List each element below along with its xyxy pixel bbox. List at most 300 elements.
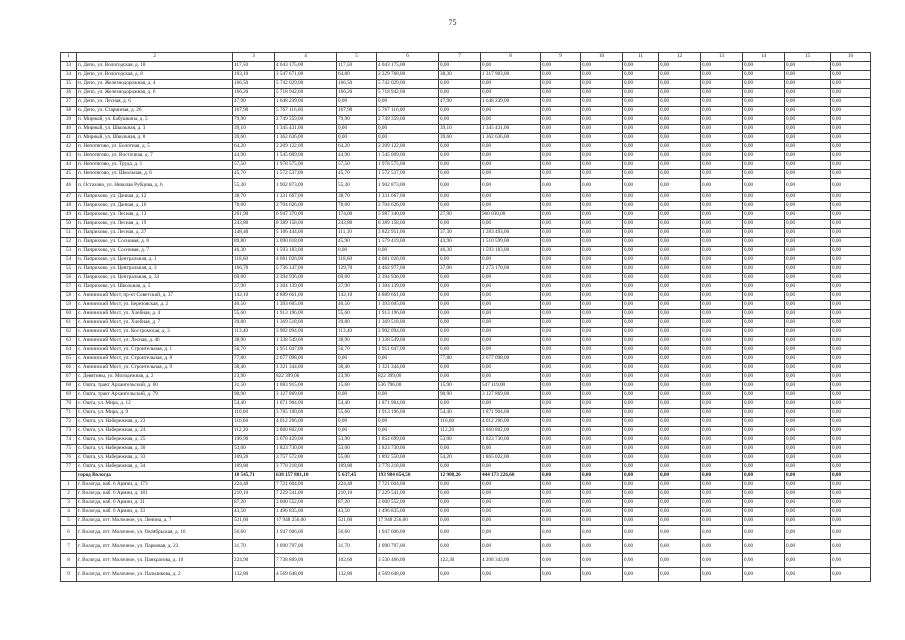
value-cell: 118,60 xyxy=(233,256,275,265)
value-cell: 0,00 xyxy=(659,152,701,161)
address-cell: п. Остахово, ул. Николая Рубцова, д. 6 xyxy=(77,179,233,193)
value-cell: 0,00 xyxy=(831,490,871,499)
address-cell: с. Аннинский Мост, пр-кт Советский, д. 37 xyxy=(77,292,233,301)
value-cell: 0,00 xyxy=(701,143,743,152)
row-number-cell: 9 xyxy=(61,568,77,582)
value-cell: 0,00 xyxy=(785,472,831,481)
total-row xyxy=(61,472,871,481)
value-cell: 0,00 xyxy=(481,80,541,89)
value-cell: 0,00 xyxy=(623,301,659,310)
value-cell: 0,00 xyxy=(701,125,743,134)
value-cell: 0,00 xyxy=(623,152,659,161)
value-cell: 0,00 xyxy=(659,179,701,193)
value-cell: 0,00 xyxy=(659,301,701,310)
value-cell: 0,00 xyxy=(701,170,743,179)
value-cell: 109,80 xyxy=(337,463,377,472)
value-cell: 0,00 xyxy=(581,427,623,436)
row-number-cell: 41 xyxy=(61,134,77,143)
value-cell: 0,00 xyxy=(541,71,581,80)
value-cell: 0,00 xyxy=(439,80,481,89)
address-cell: с. Аннинский Мост, ул. Хлебная, д. 7 xyxy=(77,319,233,328)
value-cell: 18 545,71 xyxy=(233,472,275,481)
row-number-cell: 64 xyxy=(61,346,77,355)
value-cell: 116,60 xyxy=(439,418,481,427)
value-cell: 0,00 xyxy=(439,283,481,292)
row-number-cell: 35 xyxy=(61,80,77,89)
value-cell: 0,00 xyxy=(785,409,831,418)
value-cell: 0,00 xyxy=(785,292,831,301)
value-cell: 0,00 xyxy=(831,170,871,179)
value-cell: 0,00 xyxy=(785,274,831,283)
value-cell: 0,00 xyxy=(659,229,701,238)
value-cell: 4 012 206,00 xyxy=(481,418,541,427)
value-cell: 0,00 xyxy=(743,373,785,382)
value-cell: 0,00 xyxy=(831,71,871,80)
table-row xyxy=(61,481,871,490)
value-cell: 0,00 xyxy=(439,373,481,382)
value-cell: 0,00 xyxy=(785,319,831,328)
table-row xyxy=(61,310,871,319)
table-row xyxy=(61,71,871,80)
value-cell: 0,00 xyxy=(743,436,785,445)
value-cell: 0,00 xyxy=(831,319,871,328)
value-cell: 0,00 xyxy=(439,310,481,319)
address-cell: с. Ошта, тракт Архангельский, д. 60 xyxy=(77,382,233,391)
value-cell: 89,80 xyxy=(233,238,275,247)
value-cell: 0,00 xyxy=(785,554,831,568)
row-number-cell: 5 xyxy=(61,517,77,526)
row-number-cell: 69 xyxy=(61,391,77,400)
value-cell: 0,00 xyxy=(481,283,541,292)
value-cell: 0,00 xyxy=(623,319,659,328)
value-cell: 54,40 xyxy=(337,400,377,409)
value-cell: 0,00 xyxy=(659,463,701,472)
value-cell: 0,00 xyxy=(541,454,581,463)
value-cell: 166,20 xyxy=(233,89,275,98)
value-cell: 0,00 xyxy=(581,238,623,247)
value-cell: 0,00 xyxy=(743,427,785,436)
page-number: 75 xyxy=(448,18,457,27)
row-number-cell: 56 xyxy=(61,274,77,283)
row-number-cell: 73 xyxy=(61,427,77,436)
value-cell: 1 273 170,00 xyxy=(481,265,541,274)
value-cell: 0,00 xyxy=(623,391,659,400)
value-cell: 0,00 xyxy=(481,499,541,508)
value-cell: 1 902 873,00 xyxy=(377,179,439,193)
address-cell: с. Аннинский Мост, ул. Строительная, д. 1 xyxy=(77,346,233,355)
table-row xyxy=(61,382,871,391)
row-number-cell: 38 xyxy=(61,107,77,116)
row-number-cell: 51 xyxy=(61,229,77,238)
value-cell: 0,00 xyxy=(659,445,701,454)
value-cell: 0,00 xyxy=(581,220,623,229)
value-cell: 3 902 094,00 xyxy=(377,328,439,337)
value-cell: 0,00 xyxy=(659,292,701,301)
value-cell: 1 338 549,00 xyxy=(377,337,439,346)
value-cell: 0,00 xyxy=(541,445,581,454)
value-cell: 5 637,45 xyxy=(337,472,377,481)
value-cell: 0,00 xyxy=(785,418,831,427)
value-cell: 0,00 xyxy=(541,161,581,170)
value-cell: 0,00 xyxy=(541,490,581,499)
value-cell: 0,00 xyxy=(785,229,831,238)
table-row xyxy=(61,526,871,540)
value-cell: 0,00 xyxy=(743,247,785,256)
value-cell: 8 389 158,00 xyxy=(275,220,337,229)
value-cell: 0,00 xyxy=(623,292,659,301)
value-cell: 40,50 xyxy=(337,301,377,310)
row-number-cell: 50 xyxy=(61,220,77,229)
table-row xyxy=(61,202,871,211)
value-cell: 3 547 671,00 xyxy=(275,71,337,80)
value-cell: 0,00 xyxy=(701,526,743,540)
value-cell: 0,00 xyxy=(743,283,785,292)
address-cell: с. Ошта, ул. Набережная, д. 34 xyxy=(77,463,233,472)
value-cell: 0,00 xyxy=(831,499,871,508)
value-cell: 1 317 903,00 xyxy=(481,71,541,80)
value-cell: 0,00 xyxy=(831,463,871,472)
value-cell: 0,00 xyxy=(541,89,581,98)
value-cell: 0,00 xyxy=(581,445,623,454)
value-cell: 0,00 xyxy=(831,220,871,229)
value-cell: 7 721 604,00 xyxy=(377,481,439,490)
value-cell: 0,00 xyxy=(541,98,581,107)
value-cell: 0,00 xyxy=(581,283,623,292)
value-cell: 0,00 xyxy=(623,373,659,382)
value-cell: 0,00 xyxy=(623,517,659,526)
value-cell: 39,60 xyxy=(439,134,481,143)
value-cell: 45,70 xyxy=(337,170,377,179)
value-cell: 0,00 xyxy=(581,229,623,238)
value-cell: 0,00 xyxy=(701,202,743,211)
value-cell: 4 043 175,00 xyxy=(377,62,439,71)
value-cell: 79,90 xyxy=(233,116,275,125)
value-cell: 111,10 xyxy=(337,229,377,238)
value-cell: 0,00 xyxy=(623,265,659,274)
table-row xyxy=(61,98,871,107)
value-cell: 0,00 xyxy=(541,152,581,161)
row-number-cell: 45 xyxy=(61,170,77,179)
value-cell: 0,00 xyxy=(701,292,743,301)
value-cell: 0,00 xyxy=(439,328,481,337)
row-number-cell: 46 xyxy=(61,179,77,193)
value-cell: 1 321 344,00 xyxy=(377,364,439,373)
value-cell: 0,00 xyxy=(743,418,785,427)
value-cell: 1 823 730,00 xyxy=(377,445,439,454)
value-cell: 1 572 537,00 xyxy=(275,170,337,179)
value-cell: 0,00 xyxy=(481,540,541,554)
value-cell: 0,00 xyxy=(785,202,831,211)
value-cell: 0,00 xyxy=(623,490,659,499)
value-cell: 0,00 xyxy=(541,80,581,89)
value-cell: 90,90 xyxy=(439,391,481,400)
value-cell: 0,00 xyxy=(581,247,623,256)
value-cell: 0,00 xyxy=(377,391,439,400)
value-cell: 0,00 xyxy=(623,134,659,143)
value-cell: 0,00 xyxy=(377,98,439,107)
value-cell: 0,00 xyxy=(743,568,785,582)
address-cell: с. Ошта, ул. Набережная, д. 25 xyxy=(77,436,233,445)
value-cell: 7 229 541,00 xyxy=(275,490,337,499)
value-cell: 0,00 xyxy=(831,310,871,319)
value-cell: 0,00 xyxy=(701,391,743,400)
value-cell: 55,60 xyxy=(233,310,275,319)
row-number-cell: 2 xyxy=(61,490,77,499)
value-cell: 37,90 xyxy=(233,283,275,292)
value-cell: 0,00 xyxy=(743,310,785,319)
value-cell: 0,00 xyxy=(743,107,785,116)
value-cell: 109,80 xyxy=(233,463,275,472)
value-cell: 39,10 xyxy=(233,125,275,134)
value-cell: 87,20 xyxy=(337,499,377,508)
value-cell: 0,00 xyxy=(581,134,623,143)
value-cell: 0,00 xyxy=(581,301,623,310)
value-cell: 0,00 xyxy=(581,481,623,490)
value-cell: 0,00 xyxy=(541,568,581,582)
value-cell: 43,90 xyxy=(439,238,481,247)
value-cell: 0,00 xyxy=(785,400,831,409)
value-cell: 0,00 xyxy=(659,220,701,229)
value-cell: 0,00 xyxy=(701,427,743,436)
value-cell: 1 892 550,00 xyxy=(377,454,439,463)
value-cell: 31,70 xyxy=(337,540,377,554)
value-cell: 0,00 xyxy=(439,481,481,490)
value-cell: 79,90 xyxy=(337,116,377,125)
value-cell: 0,00 xyxy=(743,125,785,134)
value-cell: 0,00 xyxy=(785,301,831,310)
address-cell: г. Вологда, пгт. Молочное, ул. Пальчикова, д. 2 xyxy=(77,568,233,582)
value-cell: 0,00 xyxy=(439,337,481,346)
value-cell: 0,00 xyxy=(623,526,659,540)
value-cell: 0,00 xyxy=(623,256,659,265)
value-cell: 224,90 xyxy=(233,554,275,568)
value-cell: 0,00 xyxy=(439,301,481,310)
value-cell: 2 704 626,00 xyxy=(377,202,439,211)
value-cell: 0,00 xyxy=(623,382,659,391)
value-cell: 3 860 802,00 xyxy=(275,427,337,436)
value-cell: 0,00 xyxy=(831,98,871,107)
address-cell: с. Ошта, ул. Набережная, д. 30 xyxy=(77,445,233,454)
value-cell: 0,00 xyxy=(785,211,831,220)
value-cell: 0,00 xyxy=(831,238,871,247)
value-cell: 0,00 xyxy=(831,554,871,568)
value-cell: 0,00 xyxy=(785,454,831,463)
value-cell: 0,00 xyxy=(581,211,623,220)
value-cell: 1 648 239,00 xyxy=(275,98,337,107)
value-cell: 7 738 809,00 xyxy=(275,554,337,568)
column-number: 12 xyxy=(659,53,701,62)
value-cell: 0,00 xyxy=(701,107,743,116)
value-cell: 0,00 xyxy=(581,80,623,89)
value-cell: 0,00 xyxy=(659,427,701,436)
address-cell: п. Мирный, ул. Школьная, д. 3 xyxy=(77,125,233,134)
value-cell: 0,00 xyxy=(439,508,481,517)
value-cell: 0,00 xyxy=(659,346,701,355)
value-cell: 55,60 xyxy=(337,409,377,418)
value-cell: 0,00 xyxy=(581,382,623,391)
value-cell: 2 209 122,00 xyxy=(377,143,439,152)
value-cell: 0,00 xyxy=(481,400,541,409)
value-cell: 0,00 xyxy=(701,337,743,346)
value-cell: 0,00 xyxy=(785,71,831,80)
value-cell: 116,60 xyxy=(233,418,275,427)
value-cell: 0,00 xyxy=(581,400,623,409)
table-row xyxy=(61,418,871,427)
value-cell: 0,00 xyxy=(701,540,743,554)
address-cell: г. Вологда, наб. 6 Армии, д. 181 xyxy=(77,490,233,499)
value-cell: 0,00 xyxy=(659,238,701,247)
value-cell: 0,00 xyxy=(701,490,743,499)
value-cell: 0,00 xyxy=(581,568,623,582)
row-number-cell xyxy=(61,472,77,481)
value-cell: 0,00 xyxy=(541,179,581,193)
value-cell: 53,00 xyxy=(439,436,481,445)
value-cell: 1 304 139,00 xyxy=(275,283,337,292)
value-cell: 3 678 429,00 xyxy=(275,436,337,445)
value-cell: 55,00 xyxy=(337,454,377,463)
value-cell: 0,00 xyxy=(701,310,743,319)
row-number-cell: 67 xyxy=(61,373,77,382)
value-cell: 0,00 xyxy=(623,540,659,554)
value-cell: 0,00 xyxy=(439,179,481,193)
value-cell: 0,00 xyxy=(831,445,871,454)
value-cell: 0,00 xyxy=(743,382,785,391)
value-cell: 0,00 xyxy=(541,346,581,355)
value-cell: 0,00 xyxy=(743,472,785,481)
value-cell: 0,00 xyxy=(831,256,871,265)
column-number: 15 xyxy=(785,53,831,62)
value-cell: 0,00 xyxy=(623,116,659,125)
value-cell: 0,00 xyxy=(785,152,831,161)
value-cell: 0,00 xyxy=(439,161,481,170)
column-number: 9 xyxy=(541,53,581,62)
value-cell: 0,00 xyxy=(743,490,785,499)
value-cell: 0,00 xyxy=(541,499,581,508)
value-cell: 0,00 xyxy=(581,418,623,427)
value-cell: 0,00 xyxy=(337,418,377,427)
value-cell: 0,00 xyxy=(701,346,743,355)
table-row xyxy=(61,211,871,220)
table-row xyxy=(61,301,871,310)
value-cell: 77,80 xyxy=(439,355,481,364)
row-number-cell: 75 xyxy=(61,445,77,454)
value-cell: 117,50 xyxy=(233,62,275,71)
column-number: 3 xyxy=(233,53,275,62)
value-cell: 5 742 029,00 xyxy=(275,80,337,89)
value-cell: 1 331 667,00 xyxy=(275,193,337,202)
value-cell: 1 947 606,00 xyxy=(275,526,337,540)
value-cell: 1 648 239,00 xyxy=(481,98,541,107)
value-cell: 0,00 xyxy=(541,238,581,247)
value-cell: 39,80 xyxy=(233,319,275,328)
value-cell: 0,00 xyxy=(659,265,701,274)
table-row xyxy=(61,490,871,499)
table-row xyxy=(61,161,871,170)
value-cell: 0,00 xyxy=(623,310,659,319)
value-cell: 1 283 493,00 xyxy=(481,229,541,238)
column-number: 6 xyxy=(377,53,439,62)
value-cell: 0,00 xyxy=(785,238,831,247)
value-cell: 5 767 116,00 xyxy=(377,107,439,116)
value-cell: 45,90 xyxy=(337,238,377,247)
value-cell: 0,00 xyxy=(439,499,481,508)
value-cell: 0,00 xyxy=(785,256,831,265)
address-cell: г. Вологда, пгт. Молочное, ул. Парковая, д. 23 xyxy=(77,540,233,554)
value-cell: 64,20 xyxy=(233,143,275,152)
address-cell: п. Депо, ул. Вологодская, д. 8 xyxy=(77,71,233,80)
value-cell: 0,00 xyxy=(785,89,831,98)
value-cell: 0,00 xyxy=(623,554,659,568)
value-cell: 0,00 xyxy=(785,517,831,526)
row-number-cell: 68 xyxy=(61,382,77,391)
value-cell: 1 913 196,00 xyxy=(377,310,439,319)
value-cell: 0,00 xyxy=(337,247,377,256)
value-cell: 3 785 100,00 xyxy=(275,409,337,418)
value-cell: 0,00 xyxy=(659,143,701,152)
value-cell: 0,00 xyxy=(541,517,581,526)
address-cell: с. Ошта, ул. Мира, д. 12 xyxy=(77,400,233,409)
value-cell: 0,00 xyxy=(439,152,481,161)
value-cell: 0,00 xyxy=(377,355,439,364)
value-cell: 142,10 xyxy=(337,292,377,301)
value-cell: 5 718 942,00 xyxy=(275,89,337,98)
row-number-cell: 8 xyxy=(61,554,77,568)
value-cell: 0,00 xyxy=(785,364,831,373)
value-cell: 0,00 xyxy=(831,328,871,337)
value-cell: 0,00 xyxy=(581,472,623,481)
value-cell: 444 173 226,60 xyxy=(481,472,541,481)
value-cell: 0,00 xyxy=(481,346,541,355)
value-cell: 0,00 xyxy=(743,202,785,211)
row-number-cell: 74 xyxy=(61,436,77,445)
value-cell: 0,00 xyxy=(481,220,541,229)
value-cell: 0,00 xyxy=(581,256,623,265)
value-cell: 0,00 xyxy=(785,98,831,107)
value-cell: 0,00 xyxy=(623,179,659,193)
value-cell: 122,30 xyxy=(439,554,481,568)
value-cell: 521,60 xyxy=(233,517,275,526)
value-cell: 0,00 xyxy=(701,238,743,247)
value-cell: 0,00 xyxy=(701,89,743,98)
value-cell: 0,00 xyxy=(659,80,701,89)
value-cell: 0,00 xyxy=(623,247,659,256)
row-number-cell: 6 xyxy=(61,526,77,540)
row-number-cell: 48 xyxy=(61,202,77,211)
value-cell: 0,00 xyxy=(743,62,785,71)
value-cell: 0,00 xyxy=(481,116,541,125)
value-cell: 0,00 xyxy=(439,540,481,554)
address-cell: с. Девятины, ул. Молодежная, д. 2 xyxy=(77,373,233,382)
value-cell: 0,00 xyxy=(581,152,623,161)
value-cell: 0,00 xyxy=(659,193,701,202)
value-cell: 0,00 xyxy=(659,436,701,445)
value-cell: 0,00 xyxy=(785,116,831,125)
register-rows xyxy=(61,62,871,582)
value-cell: 57,50 xyxy=(337,161,377,170)
value-cell: 109,20 xyxy=(233,454,275,463)
value-cell: 0,00 xyxy=(743,292,785,301)
value-cell: 46,30 xyxy=(233,247,275,256)
value-cell: 43,50 xyxy=(337,508,377,517)
table-row xyxy=(61,400,871,409)
value-cell: 0,00 xyxy=(659,247,701,256)
address-cell: город Вологда xyxy=(77,472,233,481)
value-cell: 0,00 xyxy=(831,472,871,481)
value-cell: 0,00 xyxy=(743,409,785,418)
value-cell: 0,00 xyxy=(701,265,743,274)
value-cell: 0,00 xyxy=(659,526,701,540)
value-cell: 0,00 xyxy=(581,161,623,170)
